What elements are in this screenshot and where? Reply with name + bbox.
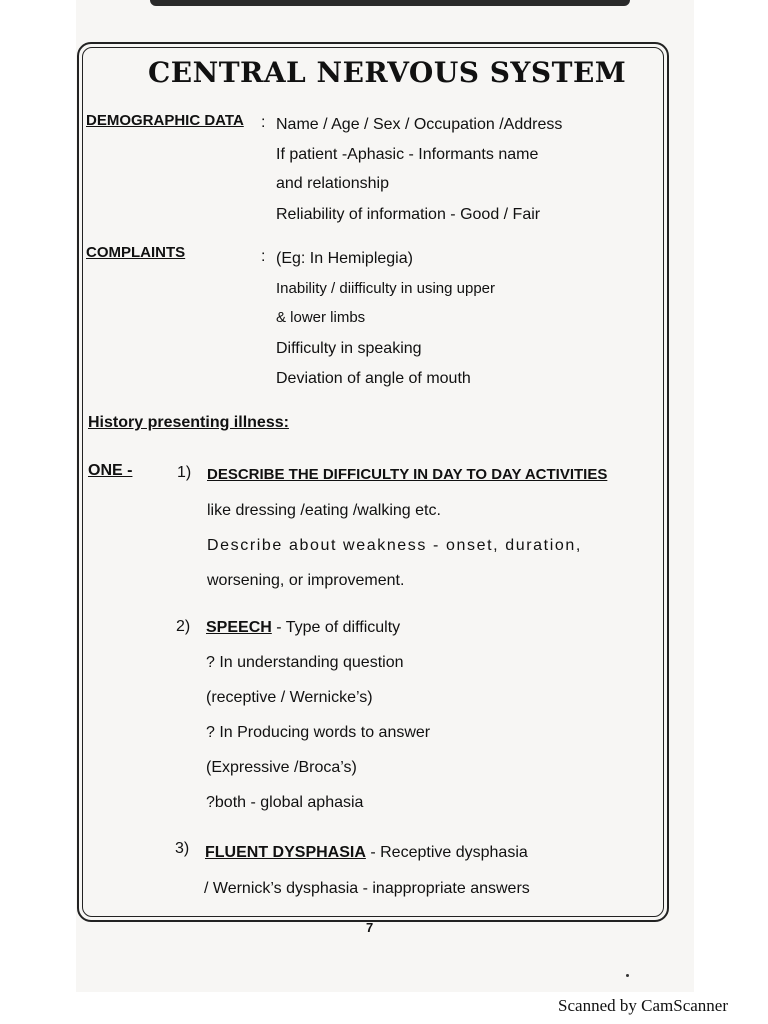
item3-line: / Wernick’s dysphasia - inappropriate answers [204,880,530,897]
demographic-line: Name / Age / Sex / Occupation /Address [276,116,563,133]
item-number: 1) [177,464,192,481]
item1-line: like dressing /eating /walking etc. [207,502,441,519]
item1-line: Describe about weakness - onset, duration, [207,537,582,554]
complaints-line: Deviation of angle of mouth [276,370,471,387]
item2-line: ? In Producing words to answer [206,724,431,741]
item2-line: (Expressive /Broca’s) [206,759,357,776]
item3-heading-rest: - Receptive dysphasia [365,844,528,861]
item2-line: (receptive / Wernicke’s) [206,689,373,706]
camscanner-watermark: Scanned by CamScanner [558,996,728,1015]
demographic-line: If patient -Aphasic - Informants name [276,146,539,163]
one-label: ONE - [88,462,133,479]
page-title: CENTRAL NERVOUS SYSTEM [148,56,627,89]
demographic-label: DEMOGRAPHIC DATA [86,112,244,129]
item2-line: ? In understanding question [206,654,404,671]
history-heading: History presenting illness: [88,414,289,431]
complaints-line: Difficulty in speaking [276,340,422,357]
complaints-colon: : [261,248,266,265]
item-number: 3) [175,840,190,857]
item2-heading: SPEECH [206,619,272,636]
complaints-line: & lower limbs [276,309,366,326]
demographic-line: Reliability of information - Good / Fair [276,206,541,223]
item2-line: ?both - global aphasia [206,794,364,811]
complaints-line: (Eg: In Hemiplegia) [276,250,413,267]
scan-speck [626,974,629,977]
demographic-colon: : [261,114,266,131]
demographic-line: and relationship [276,175,389,192]
page-top-shadow [150,0,630,6]
complaints-label: COMPLAINTS [86,244,186,261]
complaints-line: Inability / diifficulty in using upper [276,280,496,297]
item1-heading: DESCRIBE THE DIFFICULTY IN DAY TO DAY ACTIVITIES [207,466,608,483]
item3-heading: FLUENT DYSPHASIA [205,844,366,861]
item1-line: worsening, or improvement. [207,572,405,589]
item2-heading-rest: - Type of difficulty [271,619,401,636]
page-number: 7 [366,920,374,935]
item-number: 2) [176,618,191,635]
item3-heading-line [205,844,528,862]
item2-heading-line [206,619,400,637]
